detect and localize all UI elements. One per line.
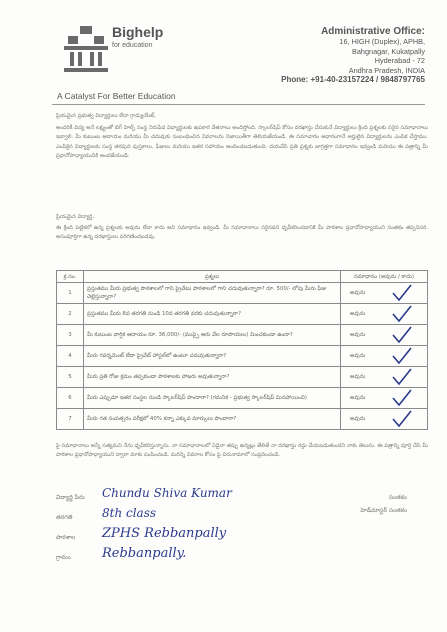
row-question: ప్రస్తుతము మీరు 8వ తరగతి నుండి 10వ తరగతి వరకు చదువుతున్నారా? <box>84 304 341 325</box>
handwritten-check-icon <box>391 347 413 365</box>
row-question: ప్రస్తుతము మీరు ప్రభుత్వ పాఠశాలలో గాని ప్రైవేటు పాఠశాలలో గాని చదువుతున్నారా? రూ. 500/- లోపు మీరు ఫీజు చెల్లిస్తున్నారా? <box>84 283 341 304</box>
table-row <box>57 346 428 367</box>
handwritten-check-icon <box>391 389 413 407</box>
row-answer-cell <box>341 325 428 346</box>
table-row <box>57 304 428 325</box>
row-answer-cell <box>341 283 428 304</box>
office-title: Administrative Office: <box>321 26 425 37</box>
field-label-student-name: విద్యార్థి పేరు <box>56 494 85 501</box>
table-row <box>57 367 428 388</box>
handwritten-class: 8th class <box>102 506 157 520</box>
handwritten-check-icon <box>391 326 413 344</box>
office-address-block <box>281 26 425 84</box>
row-answer: అవును <box>350 395 366 401</box>
field-label-class: తరగతి <box>56 514 73 521</box>
handwritten-check-icon <box>391 410 413 428</box>
column-header-answer: సమాధానం (అవును / కాదు) <box>341 271 428 283</box>
intro-paragraph: అందరికీ విద్య అనే లక్ష్యంతో బిగ్ హెల్ప్ సంస్థ నిరుపేద విద్యార్థులకు ఉపకార వేతనాలు అందిస్తోంది. స్కాలర్‌షిప్ కోసం దరఖాస్తు చేసుకునే విద్యార్థులు క్రింది ప్రశ్నలకు సరైన సమాధానాలు ఇవ్వాలి. మీ కుటుంబ ఆదాయం మరియు మీ చదువుకు సంబంధించిన వివరాలను నిజాయితీగా తెలియజేయండి. ఈ సమాచారం ఆధారంగానే అర్హులైన విద్యార్థులను ఎంపిక చేస్తాము. ఎంపికైన విద్యార్థులకు సంస్థ తరపున పుస్తకాలు, ఫీజులు మరియు ఇతర సహాయం అందించబడుతుంది. దయచేసి ప్రతి ప్రశ్నకు జాగ్రత్తగా సమాధానం ఇవ్వండి మరియు ఈ పత్రాన్ని మీ ప్రధానోపాధ్యాయునికి అందజేయండి. <box>56 125 428 160</box>
row-answer: అవును <box>350 332 366 338</box>
row-number: 2 <box>57 304 84 325</box>
eligibility-questions-table <box>56 270 428 430</box>
handwritten-village: Rebbanpally. <box>102 546 187 561</box>
table-row <box>57 283 428 304</box>
row-question: మీరు గత సంవత్సరం పరీక్షలో 40% కన్నా ఎక్కువ మార్కులు పొందారా? <box>84 409 341 430</box>
row-answer: అవును <box>350 353 366 359</box>
table-row <box>57 388 428 409</box>
handwritten-check-icon <box>391 305 413 323</box>
address-line: Andhra Pradesh, INDIA <box>348 65 425 75</box>
address-line: 16, HIGH (Duplex), APHB, <box>339 37 425 46</box>
row-number: 5 <box>57 367 84 388</box>
row-answer: అవును <box>350 374 366 380</box>
handwritten-student-name: Chundu Shiva Kumar <box>102 486 232 500</box>
column-header-question: ప్రశ్నలు <box>84 271 341 283</box>
handwritten-check-icon <box>391 284 413 302</box>
brand-subtitle: for education <box>112 42 153 49</box>
address-line: Hyderabad - 72 <box>374 56 425 65</box>
row-number: 3 <box>57 325 84 346</box>
table-row <box>57 409 428 430</box>
field-label-school: పాఠశాల <box>56 534 76 541</box>
row-question: మీరు ఎప్పుడూ ఇతర సంస్థల నుండి స్కాలర్‌షిప్ పొందారా? (గమనిక - ప్రభుత్వ స్కాలర్‌షిప్ మినహాయించి) <box>84 388 341 409</box>
bighelp-logo-icon <box>64 26 108 72</box>
brand-name: Bighelp <box>112 24 164 40</box>
row-question: మీరు గవర్నమెంట్ లేదా ప్రైవేట్ హాస్టల్‌లో ఉంటూ చదువుతున్నారా? <box>84 346 341 367</box>
row-answer-cell <box>341 346 428 367</box>
field-label-village: గ్రామం <box>56 554 71 561</box>
row-answer: అవును <box>350 311 366 317</box>
salutation: ప్రియమైన ప్రభుత్వ విద్యార్థులు లేదా గ్రాడ్యుయేట్, <box>56 113 156 119</box>
column-header-number: క్ర.సం. <box>57 271 84 283</box>
headmaster-signature-label: హెడ్‌మాస్టర్ సంతకం <box>360 507 407 514</box>
row-question: మీ కుటుంబ వార్షిక ఆదాయం రూ. 36,000/- (ముప్పై ఆరు వేల రూపాయలు) మించకుండా ఉందా? <box>84 325 341 346</box>
table-header-row <box>57 271 428 283</box>
row-answer-cell <box>341 367 428 388</box>
header-divider <box>52 104 425 105</box>
row-number: 4 <box>57 346 84 367</box>
row-answer-cell <box>341 304 428 325</box>
handwritten-school: ZPHS Rebbanpally <box>102 526 227 541</box>
row-answer-cell <box>341 409 428 430</box>
row-question: మీరు ప్రతి రోజు క్రమం తప్పకుండా పాఠశాలకు హాజరు అవుతున్నారా? <box>84 367 341 388</box>
handwritten-check-icon <box>391 368 413 386</box>
row-answer: అవును <box>350 416 366 422</box>
row-number: 1 <box>57 283 84 304</box>
closing-paragraph: పై సమాధానాలు అన్నీ సత్యమని నేను ధృవీకరిస్తున్నాను. నా సమాధానాలలో ఏదైనా తప్పు ఉన్నట్లు తేలితే నా దరఖాస్తు రద్దు చేయబడుతుందని నాకు తెలుసు. ఈ పత్రాన్ని పూర్తి చేసి మీ పాఠశాల ప్రధానోపాధ్యాయుని ద్వారా మాకు పంపించండి. మరిన్ని వివరాల కోసం పై చిరునామాలో సంప్రదించండి. <box>56 443 428 459</box>
row-answer-cell <box>341 388 428 409</box>
instructions-paragraph: ఈ క్రింది పట్టికలో ఉన్న ప్రశ్నలకు అవును లేదా కాదు అని సమాధానం ఇవ్వండి. మీ సమాధానాలు సరైనవని ధృవీకరించడానికి మీ పాఠశాల ప్రధానోపాధ్యాయుని సంతకం తప్పనిసరి. అసంపూర్తిగా ఉన్న దరఖాస్తులు పరిగణించబడవు. <box>56 225 428 241</box>
row-number: 6 <box>57 388 84 409</box>
row-answer: అవును <box>350 290 366 296</box>
tagline: A Catalyst For Better Education <box>57 91 176 101</box>
signature-label: సంతకం <box>388 494 407 501</box>
salutation-student: ప్రియమైన విద్యార్థి, <box>56 214 95 220</box>
row-number: 7 <box>57 409 84 430</box>
office-phone: Phone: +91-40-23157224 / 9848797765 <box>281 75 425 84</box>
address-line: Bahgnagar, Kukatpally <box>351 46 425 56</box>
table-row <box>57 325 428 346</box>
